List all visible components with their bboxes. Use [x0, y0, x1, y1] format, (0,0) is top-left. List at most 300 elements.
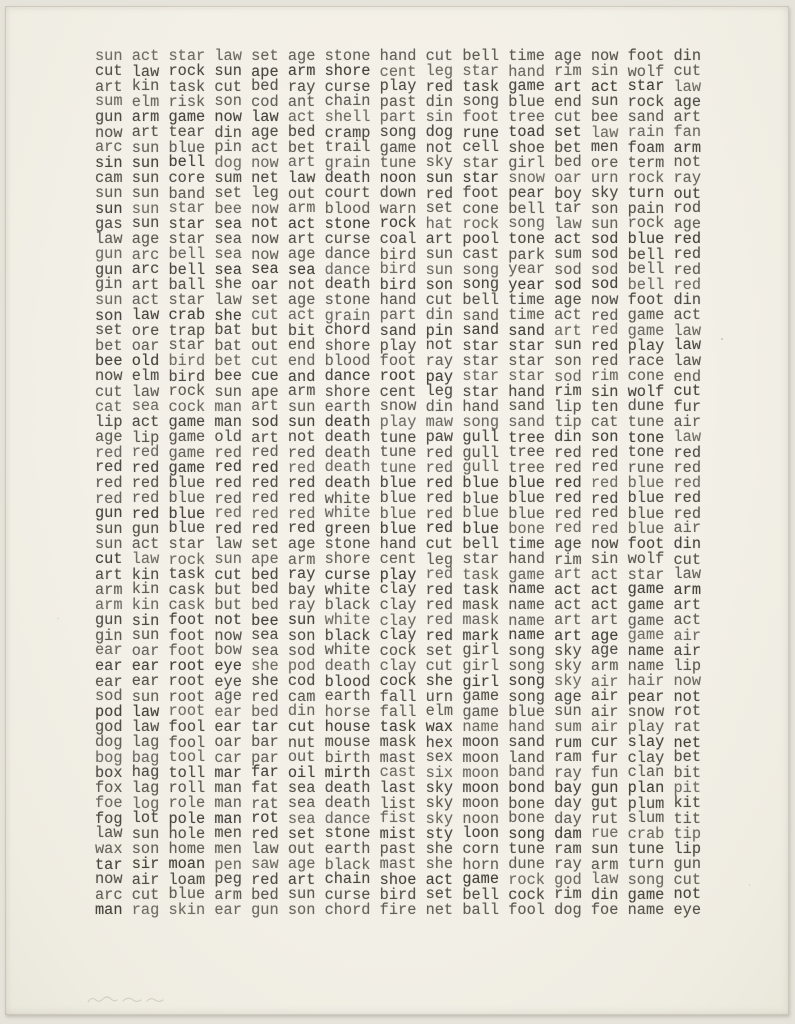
word: cut — [673, 550, 702, 569]
word: sky — [425, 779, 454, 798]
word: part — [379, 108, 417, 127]
word: age — [590, 641, 619, 660]
word: gin — [95, 626, 123, 645]
word: cone — [462, 199, 500, 218]
word: sand — [379, 321, 417, 340]
word: star — [168, 199, 206, 218]
word: bell — [508, 199, 545, 218]
word: dance — [324, 809, 371, 828]
word: bet — [214, 352, 242, 371]
word: rock — [627, 92, 665, 111]
word: oar — [131, 641, 160, 660]
word: cut — [131, 886, 160, 905]
word: clay — [379, 626, 417, 645]
word: dance — [324, 366, 371, 385]
word: age — [287, 244, 316, 263]
word: red — [425, 184, 454, 203]
word: bed — [251, 703, 279, 722]
word: oil — [287, 763, 316, 782]
word: play — [379, 337, 417, 356]
word: bet — [95, 336, 123, 355]
word: tree — [508, 443, 545, 462]
pencil-inscription — [85, 991, 175, 1007]
word: wax — [425, 718, 454, 736]
word: air — [590, 687, 619, 706]
word: sky — [554, 672, 582, 691]
word: age — [214, 687, 242, 706]
word: arm — [673, 580, 702, 599]
word: red — [251, 488, 279, 507]
word: red — [425, 473, 454, 492]
word: sun — [590, 215, 619, 234]
word: not — [673, 153, 702, 172]
word: star — [168, 47, 206, 66]
word: mouse — [324, 732, 371, 751]
word: law — [214, 535, 242, 554]
word: foot — [168, 626, 206, 645]
word: loon — [462, 824, 500, 843]
word: task — [462, 77, 500, 96]
word: pole — [168, 809, 206, 828]
word: peg — [214, 870, 242, 889]
word: bone — [508, 809, 545, 828]
word: tear — [168, 123, 206, 142]
word: end — [554, 93, 582, 112]
word: foot — [168, 610, 206, 629]
word: dune — [627, 397, 665, 416]
word: red — [287, 473, 316, 492]
word: star — [168, 535, 206, 553]
word: age — [287, 290, 316, 309]
word: wax — [95, 840, 123, 858]
word: fist — [379, 809, 417, 828]
word: blood — [324, 352, 371, 371]
word: bee — [590, 108, 619, 126]
word: red — [425, 489, 454, 508]
word: rat — [673, 718, 702, 736]
word: law — [95, 824, 123, 843]
word: art — [673, 596, 702, 615]
word: blue — [168, 489, 206, 508]
word: din — [673, 47, 702, 66]
poem-line — [95, 900, 702, 920]
word: bell — [168, 260, 206, 279]
word: red — [590, 519, 619, 538]
word: rod — [673, 199, 702, 218]
word: girl — [462, 657, 500, 675]
word: sand — [508, 397, 545, 416]
word: red — [590, 504, 619, 523]
word: arm — [95, 595, 123, 614]
word: moon — [462, 748, 500, 767]
word: shore — [324, 549, 371, 568]
word: part — [379, 305, 417, 324]
word: red — [673, 230, 702, 249]
word: set — [251, 534, 279, 553]
word: blue — [508, 488, 545, 507]
word: art — [554, 565, 582, 584]
word: cell — [462, 138, 500, 157]
word: bag — [131, 748, 160, 767]
word: sea — [287, 779, 316, 798]
word: skin — [168, 901, 206, 919]
word: game — [627, 886, 665, 905]
word: song — [462, 275, 500, 294]
word: cut — [95, 549, 123, 568]
word: sex — [425, 748, 454, 767]
word: name — [462, 718, 500, 737]
word: set — [425, 642, 454, 661]
word: blood — [324, 199, 371, 218]
word: pin — [425, 321, 454, 340]
word: man — [214, 809, 242, 828]
word: art — [554, 77, 582, 96]
word: sun — [554, 336, 582, 355]
word: ear — [131, 657, 160, 676]
word: cat — [95, 398, 123, 417]
word: black — [324, 595, 371, 614]
word: rock — [627, 168, 665, 187]
word: old — [131, 351, 160, 370]
word: plan — [627, 779, 665, 797]
word: red — [251, 443, 279, 462]
word: hand — [379, 291, 417, 310]
word: son — [287, 626, 316, 645]
word: star — [168, 290, 206, 309]
word: ray — [425, 352, 454, 370]
word: men — [590, 138, 619, 157]
word: law — [214, 46, 242, 65]
word: rock — [627, 214, 665, 233]
word: bed — [251, 77, 279, 96]
word: red — [214, 474, 242, 492]
word: sand — [462, 321, 500, 340]
word: kit — [673, 793, 702, 812]
word: fog — [95, 809, 123, 828]
word: rock — [462, 215, 500, 234]
word: song — [627, 870, 665, 889]
word: hand — [379, 534, 417, 553]
word: sea — [214, 229, 242, 248]
word: death — [324, 428, 371, 447]
word: arm — [131, 108, 160, 127]
word: blue — [168, 138, 206, 157]
word: cut — [214, 77, 242, 96]
word: sun — [95, 535, 123, 554]
word: gin — [95, 275, 123, 294]
word: cut — [673, 382, 702, 401]
word: bit — [287, 321, 316, 340]
word: tune — [379, 428, 417, 447]
word: out — [673, 184, 702, 203]
word: sod — [590, 275, 619, 294]
word: sky — [425, 153, 454, 172]
word: foot — [462, 108, 500, 126]
word: ear — [95, 657, 123, 675]
word: red — [425, 443, 454, 462]
word: gull — [462, 443, 500, 462]
word: name — [508, 611, 545, 630]
word: cut — [251, 351, 279, 370]
word: gun — [251, 900, 279, 919]
word: sun — [131, 687, 160, 706]
word: hag — [131, 763, 160, 782]
word: bar — [251, 733, 279, 752]
word: sir — [131, 854, 160, 873]
word: mask — [462, 595, 500, 614]
word: wolf — [627, 382, 665, 401]
word: sea — [251, 641, 279, 660]
word: set — [214, 183, 242, 202]
word: arm — [287, 61, 316, 80]
word: role — [168, 793, 206, 812]
word: red — [214, 489, 242, 508]
word: trail — [324, 138, 371, 157]
word: dog — [95, 732, 123, 751]
word: list — [379, 794, 417, 813]
word: blue — [508, 92, 545, 111]
word: set — [287, 825, 316, 844]
word: sun — [131, 626, 160, 645]
word: shore — [324, 336, 371, 355]
word: law — [287, 169, 316, 187]
word: sun — [287, 413, 316, 432]
word: law — [590, 123, 619, 142]
word: pod — [287, 656, 316, 675]
word: she — [251, 671, 279, 690]
word: gull — [462, 458, 500, 477]
word: hair — [627, 671, 665, 690]
word: art — [554, 321, 582, 340]
word: sea — [287, 793, 316, 812]
word: bird — [379, 275, 417, 294]
word: snow — [627, 703, 665, 722]
word: warn — [379, 199, 417, 218]
word: cut — [554, 107, 582, 126]
word: sod — [95, 687, 123, 706]
word: fool — [168, 718, 206, 736]
word: song — [508, 824, 545, 843]
word: red — [131, 488, 160, 507]
word: gun — [95, 260, 123, 279]
word: cam — [287, 687, 316, 706]
word: stone — [324, 291, 371, 309]
word: bell — [627, 260, 665, 279]
word: pod — [95, 702, 123, 721]
word: mirth — [324, 764, 371, 783]
word: god — [95, 718, 123, 737]
word: din — [590, 885, 619, 904]
word: wolf — [627, 62, 665, 81]
word: white — [324, 581, 371, 600]
word: set — [425, 885, 454, 904]
word: bed — [554, 153, 582, 172]
word: bone — [508, 520, 545, 539]
word: not — [673, 885, 702, 904]
word: end — [673, 367, 702, 386]
word: ray — [673, 169, 702, 187]
word: pear — [627, 687, 665, 706]
word: cut — [214, 565, 242, 584]
word: sun — [95, 519, 123, 538]
word: cut — [673, 61, 702, 80]
word: law — [214, 291, 242, 309]
word: clay — [627, 748, 665, 767]
word: red — [251, 824, 279, 843]
word: art — [95, 565, 123, 584]
word: out — [287, 184, 316, 203]
word: art — [131, 275, 160, 294]
word: not — [287, 427, 316, 446]
word: men — [214, 840, 242, 858]
word: maw — [425, 413, 454, 432]
word: red — [287, 443, 316, 462]
word: coal — [379, 230, 417, 248]
word: sky — [590, 183, 619, 202]
word: elm — [131, 367, 160, 386]
word: age — [554, 290, 582, 309]
word: gut — [590, 794, 619, 813]
word: fool — [508, 900, 545, 919]
word: man — [214, 398, 242, 417]
word: pin — [214, 138, 242, 157]
word: sin — [590, 62, 619, 81]
word: red — [673, 504, 702, 523]
word: blue — [627, 474, 665, 493]
word: blue — [627, 520, 665, 539]
word: arm — [214, 885, 242, 904]
word: rock — [168, 550, 206, 569]
word: day — [554, 793, 582, 812]
word: star — [462, 382, 500, 401]
word: cut — [251, 305, 279, 324]
word: rot — [673, 702, 702, 721]
word: sky — [554, 656, 582, 675]
word: ten — [590, 398, 619, 417]
word: art — [251, 428, 279, 447]
word: red — [214, 458, 242, 477]
word: air — [673, 642, 702, 661]
word: law — [131, 62, 160, 81]
word: sin — [95, 153, 123, 172]
word: red — [590, 306, 619, 325]
word: moon — [462, 732, 500, 751]
word: game — [168, 413, 206, 432]
word: set — [554, 123, 582, 142]
word: fox — [95, 778, 123, 797]
word: death — [324, 778, 371, 797]
word: son — [131, 840, 160, 859]
word: kin — [131, 596, 160, 614]
word: name — [627, 657, 665, 676]
word: star — [462, 366, 500, 385]
word: red — [287, 504, 316, 523]
word: game — [508, 77, 545, 96]
word: red — [287, 459, 316, 478]
word: blood — [324, 672, 371, 691]
word: bird — [168, 352, 206, 370]
word: song — [508, 641, 545, 660]
word: clay — [379, 657, 417, 676]
word: hand — [508, 550, 545, 569]
word: play — [379, 565, 417, 584]
word: bit — [673, 763, 702, 782]
word: now — [251, 230, 279, 248]
word: girl — [508, 154, 545, 173]
word: bet — [554, 138, 582, 157]
word: cut — [425, 47, 454, 66]
word: foot — [379, 351, 417, 370]
word: game — [508, 565, 545, 584]
word: play — [379, 77, 417, 96]
word: god — [554, 870, 582, 889]
word: snow — [379, 397, 417, 416]
word-grid — [95, 46, 702, 920]
word: mast — [379, 854, 417, 873]
word: red — [590, 474, 619, 492]
word: red — [590, 352, 619, 371]
word: name — [627, 641, 665, 660]
word: blue — [627, 488, 665, 507]
word: act — [425, 870, 454, 889]
word: law — [251, 108, 279, 127]
word: game — [627, 321, 665, 340]
word: red — [425, 459, 454, 478]
word: red — [95, 458, 123, 477]
word: song — [508, 214, 545, 233]
word: sea — [287, 260, 316, 279]
word: star — [462, 169, 500, 188]
word: chord — [324, 901, 371, 920]
paper-speck — [721, 338, 723, 340]
word: star — [462, 153, 500, 172]
word: cur — [590, 732, 619, 751]
word: rim — [554, 382, 582, 401]
word: man — [214, 412, 242, 431]
word: red — [131, 474, 160, 493]
word: out — [287, 839, 316, 858]
word: death — [324, 657, 371, 675]
word: ape — [251, 382, 279, 401]
word: din — [673, 535, 702, 553]
word: shore — [324, 382, 371, 401]
word: red — [673, 276, 702, 295]
word: white — [324, 489, 371, 508]
word: arm — [95, 581, 123, 600]
word: rune — [462, 123, 500, 142]
word: tip — [554, 413, 582, 432]
word: arc — [95, 885, 123, 904]
paper-speck — [749, 884, 750, 886]
word: tune — [627, 413, 665, 431]
word: dam — [554, 825, 582, 844]
word: sea — [214, 245, 242, 264]
word: din — [673, 290, 702, 309]
word: act — [131, 534, 160, 553]
word: song — [462, 260, 500, 279]
word: hole — [168, 825, 206, 844]
word: hand — [379, 47, 417, 65]
word: cut — [425, 290, 454, 309]
word: sea — [287, 809, 316, 828]
word: pay — [425, 367, 454, 386]
word: crab — [627, 824, 665, 843]
word: tree — [508, 428, 545, 447]
word: old — [214, 428, 242, 447]
word: tip — [673, 825, 702, 844]
word: gas — [95, 215, 123, 234]
word: eye — [673, 901, 702, 919]
